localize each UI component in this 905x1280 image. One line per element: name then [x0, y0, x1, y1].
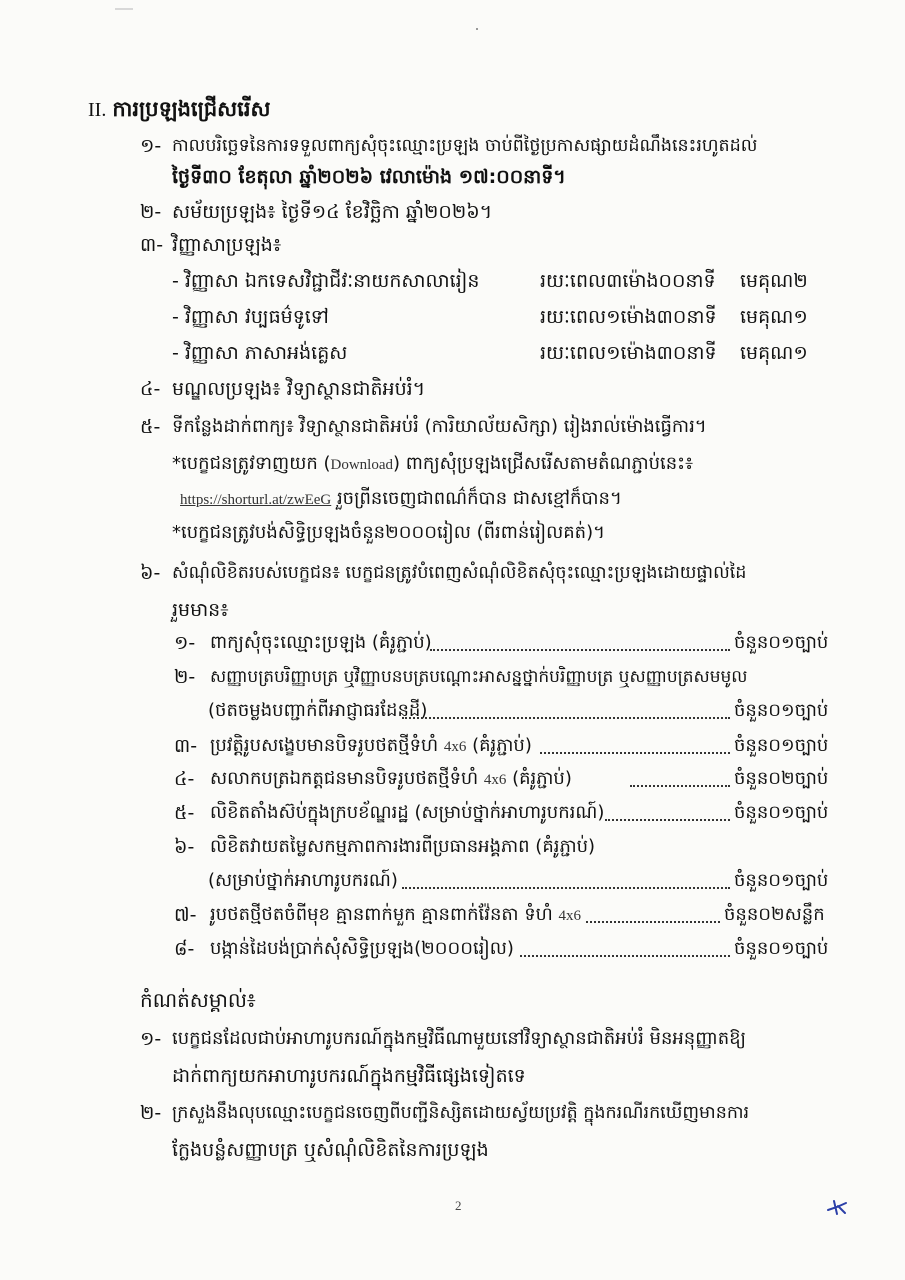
doc-2-number: ២- — [174, 666, 196, 688]
initials-mark-icon — [826, 1198, 848, 1216]
doc-1-leader — [430, 648, 730, 651]
item-6-line1: សំណុំលិខិតរបស់បេក្ខជន៖ បេក្ខជនត្រូវបំពេញសំណុំលិខិតសុំចុះឈ្មោះប្រឡងដោយផ្ទាល់ដៃ — [172, 563, 747, 583]
scan-mark — [115, 8, 133, 10]
doc-6-text2: (សម្រាប់ថ្នាក់អាហារូបករណ៍) — [208, 870, 398, 891]
item-2-text: សម័យប្រឡង៖ ថ្ងៃទី១៤ ខែវិច្ឆិកា ឆ្នាំ២០២៦។ — [172, 201, 493, 223]
doc-7-size: 4x6 — [558, 908, 582, 924]
doc-3-size: 4x6 — [443, 739, 467, 755]
doc-6-text: លិខិតវាយតម្លៃសកម្មភាពការងារពីប្រធានអង្គភាព (គំរូភ្ជាប់) — [210, 836, 596, 857]
note-2-line2: ក្លែងបន្លំសញ្ញាបត្រ ឬសំណុំលិខិតនៃការប្រឡង — [172, 1139, 489, 1161]
item-3-number: ៣- — [140, 234, 164, 256]
section-title: ការប្រឡងជ្រើសរើស — [112, 97, 271, 121]
item-5-line1: ទីកន្លែងដាក់ពាក្យ៖ វិទ្យាស្ថានជាតិអប់រំ (ការិយាល័យសិក្សា) រៀងរាល់ម៉ោងធ្វើការ។ — [172, 416, 707, 437]
doc-3-number: ៣- — [174, 735, 198, 757]
doc-6-number: ៦- — [174, 836, 195, 858]
page-number: 2 — [455, 1198, 462, 1213]
doc-3-text — [210, 733, 532, 760]
doc-7-text — [210, 902, 581, 929]
item-1-number: ១- — [140, 135, 162, 157]
item-5-line2-post: ) ពាក្យសុំប្រឡងជ្រើសរើសតាមតំណភ្ជាប់នេះ៖ — [393, 453, 693, 474]
subject-1-coef: មេគុណ២ — [740, 270, 808, 292]
item-5-line2-pre: *បេក្ខជនត្រូវទាញយក ( — [172, 453, 331, 474]
doc-3-text-pre: ប្រវត្តិរូបសង្ខេបមានបិទរូបថតថ្មីទំហំ — [210, 735, 444, 756]
doc-5-leader — [605, 818, 730, 821]
subject-1-name: - វិញ្ញាសា ឯកទេសវិជ្ជាជីវៈនាយកសាលារៀន — [172, 270, 480, 292]
item-3-title: វិញ្ញាសាប្រឡង៖ — [172, 234, 282, 256]
item-6-number: ៦- — [140, 562, 161, 584]
doc-5-qty: ចំនួន០១ច្បាប់ — [734, 802, 829, 823]
doc-4-text-post: (គំរូភ្ជាប់) — [506, 768, 572, 789]
doc-8-text: បង្កាន់ដៃបង់ប្រាក់សុំសិទ្ធិប្រឡង(២០០០រៀល) — [210, 938, 514, 959]
doc-5-number: ៥- — [174, 802, 195, 824]
item-5-line3-post: រួចព្រីនចេញជាពណ៌ក៏បាន ជាសខ្មៅក៏បាន។ — [336, 488, 622, 509]
doc-4-text-pre: សលាកបត្រឯកត្តជនមានបិទរូបថតថ្មីទំហំ — [210, 768, 484, 789]
subject-2-name: - វិញ្ញាសា វប្បធម៌ទូទៅ — [172, 306, 329, 328]
download-word: Download — [330, 457, 394, 473]
note-2-number: ២- — [140, 1102, 162, 1124]
subject-2-coef: មេគុណ១ — [740, 306, 808, 328]
doc-4-size: 4x6 — [483, 772, 507, 788]
doc-7-qty: ចំនួន០២សន្លឹក — [724, 904, 825, 925]
item-6-line2: រួមមាន៖ — [172, 599, 229, 621]
scan-dot — [476, 28, 478, 30]
doc-6-leader — [402, 886, 730, 889]
doc-4-text — [210, 766, 572, 793]
doc-2-leader — [402, 716, 730, 719]
doc-2-text2: (ថតចម្លងបញ្ជាក់ពីអាជ្ញាធរដែនដី) — [208, 700, 428, 721]
notes-title: កំណត់សម្គាល់៖ — [140, 988, 256, 1012]
doc-7-text-pre: រូបថតថ្មីថតចំពីមុខ គ្មានពាក់មួក គ្មានពាក់វ៉ែនតា ទំហំ — [210, 904, 559, 925]
item-5-number: ៥- — [140, 416, 161, 438]
item-2-number: ២- — [140, 201, 162, 223]
doc-8-leader — [520, 954, 730, 957]
item-4-number: ៤- — [140, 378, 161, 400]
subject-2-duration: រយៈពេល១ម៉ោង៣០នាទី — [540, 306, 717, 328]
subject-3-coef: មេគុណ១ — [740, 342, 808, 364]
doc-1-number: ១- — [174, 632, 196, 654]
section-heading — [88, 96, 271, 123]
note-1-line1: បេក្ខជនដែលជាប់អាហារូបករណ៍ក្នុងកម្មវិធីណាមួយនៅវិទ្យាស្ថានជាតិអប់រំ មិនអនុញ្ញាតឱ្យ — [172, 1028, 746, 1049]
note-1-number: ១- — [140, 1028, 162, 1050]
item-5-line4: *បេក្ខជនត្រូវបង់សិទ្ធិប្រឡងចំនួន២០០០រៀល (ពីរពាន់រៀលគត់)។ — [172, 522, 605, 543]
doc-1-qty: ចំនួន០១ច្បាប់ — [734, 632, 829, 653]
item-5-line3 — [180, 486, 622, 513]
item-4-text: មណ្ឌលប្រឡង៖ វិទ្យាស្ថានជាតិអប់រំ។ — [172, 378, 426, 400]
subject-3-duration: រយៈពេល១ម៉ោង៣០នាទី — [540, 342, 717, 364]
doc-7-leader — [586, 920, 720, 923]
doc-3-qty: ចំនួន០១ច្បាប់ — [734, 735, 829, 756]
note-1-line2: ដាក់ពាក្យយកអាហារូបករណ៍ក្នុងកម្មវិធីផ្សេងទៀតទេ — [172, 1065, 526, 1087]
item-1-line1: កាលបរិច្ឆេទនៃការទទួលពាក្យសុំចុះឈ្មោះប្រឡង ចាប់ពីថ្ងៃប្រកាសផ្សាយដំណឹងនេះរហូតដល់ — [172, 136, 758, 156]
doc-6-qty: ចំនួន០១ច្បាប់ — [734, 870, 829, 891]
doc-5-text: លិខិតតាំងស៊ប់ក្នុងក្របខ័ណ្ឌរដ្ឋ (សម្រាប់ថ្នាក់អាហារូបករណ៍) — [210, 802, 605, 823]
doc-8-number: ៨- — [174, 938, 195, 960]
item-1-line2: ថ្ងៃទី៣០ ខែតុលា ឆ្នាំ២០២៦ វេលាម៉ោង ១៧:០០នាទី។ — [172, 166, 566, 188]
doc-3-text-post: (គំរូភ្ជាប់) — [466, 735, 532, 756]
subject-3-name: - វិញ្ញាសា ភាសាអង់គ្លេស — [172, 342, 348, 364]
note-2-line1: ក្រសួងនឹងលុបឈ្មោះបេក្ខជនចេញពីបញ្ជីនិស្សិតដោយស្វ័យប្រវត្តិ ក្នុងករណីរកឃើញមានការ — [172, 1103, 750, 1123]
section-number: II. — [88, 99, 107, 121]
doc-2-qty: ចំនួន០១ច្បាប់ — [734, 700, 829, 721]
doc-4-number: ៤- — [174, 768, 195, 790]
doc-3-leader — [540, 751, 730, 754]
doc-1-text: ពាក្យសុំចុះឈ្មោះប្រឡង (គំរូភ្ជាប់) — [210, 632, 432, 653]
doc-4-leader — [630, 784, 730, 787]
shorturl-link[interactable]: https://shorturl.at/zwEeG — [180, 492, 332, 508]
doc-4-qty: ចំនួន០២ច្បាប់ — [734, 768, 829, 789]
item-5-line2 — [172, 451, 693, 478]
doc-8-qty: ចំនួន០១ច្បាប់ — [734, 938, 829, 959]
doc-7-number: ៧- — [174, 904, 197, 926]
subject-1-duration: រយៈពេល៣ម៉ោង០០នាទី — [540, 270, 716, 292]
doc-2-text: សញ្ញាបត្របរិញ្ញាបត្រ ឬវិញ្ញាបនបត្របណ្ដោះអាសន្នថ្នាក់បរិញ្ញាបត្រ ឬសញ្ញាបត្រសមមូល — [210, 667, 748, 687]
